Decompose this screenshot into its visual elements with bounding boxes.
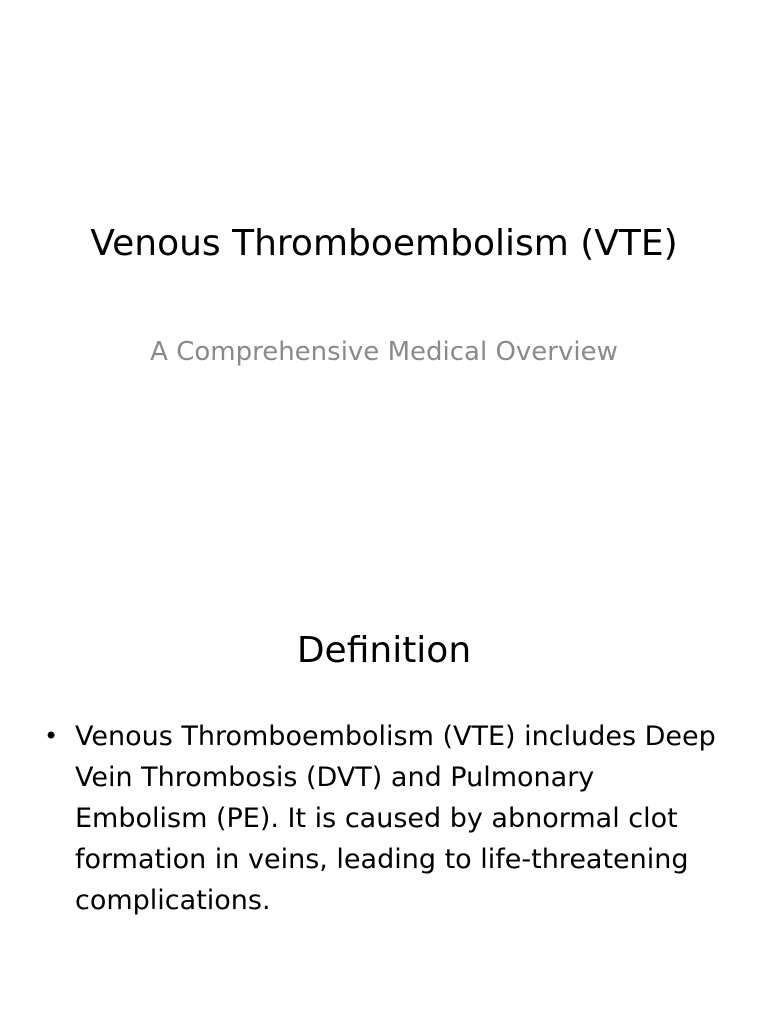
- bullet-marker: •: [44, 722, 59, 750]
- bullet-item: [40, 716, 720, 921]
- slide-subtitle: A Comprehensive Medical Overview: [150, 337, 618, 367]
- section-title: Definition: [296, 630, 472, 671]
- definition-slide: [0, 512, 768, 1024]
- bullet-list: [40, 716, 720, 921]
- slide-title: Venous Thromboembolism (VTE): [90, 223, 678, 264]
- bullet-text: Venous Thromboembolism (VTE) includes Deep Vein Thrombosis (DVT) and Pulmonary Embolism (PE). It is caused by abnormal clot formation in veins, leading to life-threatening complications.: [75, 721, 716, 916]
